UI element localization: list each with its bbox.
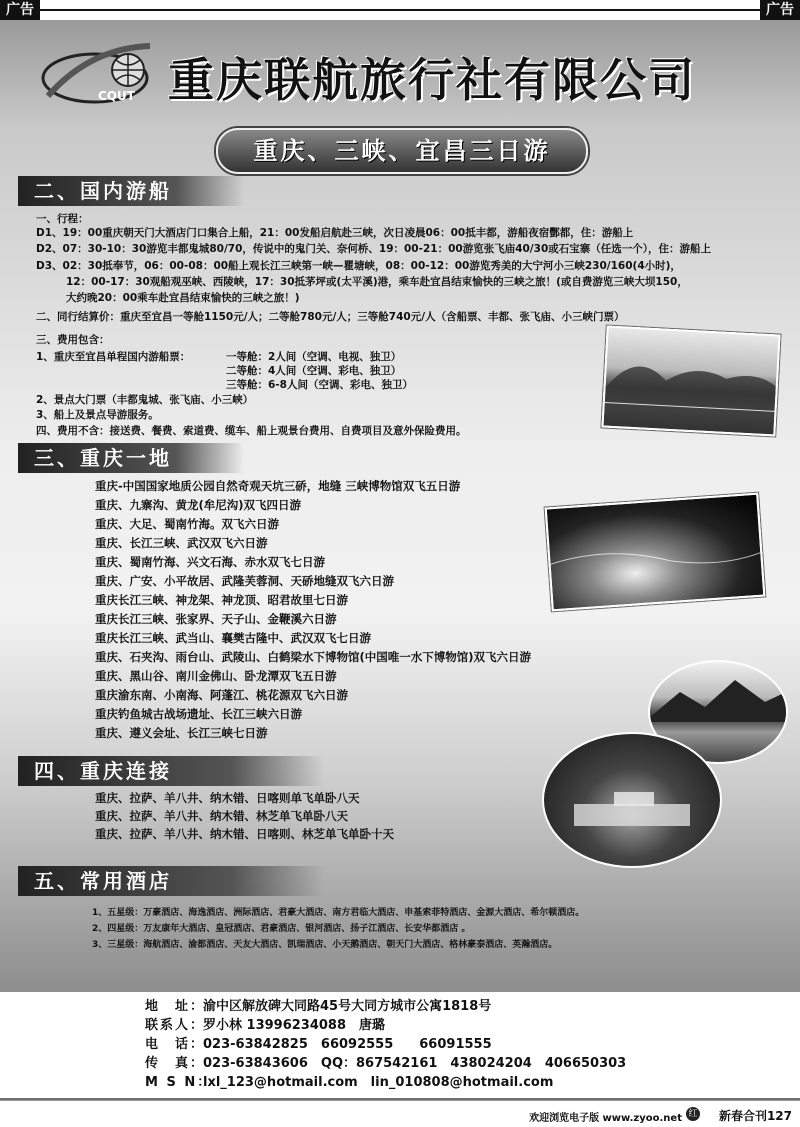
cruise-line: 3、船上及景点导游服务。 <box>36 409 159 421</box>
cruise-line: D1、19：00重庆朝天门大酒店门口集合上船，21：00发船启航赴三峡，次日凌晨06：00抵丰都，游船夜宿酆都，住：游船上 <box>36 227 634 239</box>
company-name: 重庆联航旅行社有限公司 <box>168 53 696 107</box>
top-rule <box>40 9 760 11</box>
city-night-photo <box>545 493 766 612</box>
hotel-item: 2、四星级：万友康年大酒店、皇冠酒店、君豪酒店、银河酒店、扬子江酒店、长安华都酒店 。 <box>92 924 471 934</box>
msn-label: M S N： <box>145 1075 213 1090</box>
river-photo <box>601 326 780 437</box>
link-item: 重庆、拉萨、羊八井、纳木错、林芝单飞单卧八天 <box>95 809 348 823</box>
fax-label: 传 真： <box>145 1056 206 1071</box>
logo-text: CQUT <box>98 89 135 103</box>
link-item: 重庆、拉萨、羊八井、纳木错、日喀则、林芝单飞单卧十天 <box>95 827 394 841</box>
section-chongqing-header: 三、重庆一地 <box>18 443 244 473</box>
tour-item: 重庆、遵义会址、长江三峡七日游 <box>95 726 268 740</box>
hotel-item: 3、三星级：海航酒店、渝都酒店、天友大酒店、凯瑞酒店、小天鹅酒店、朝天门大酒店、格林豪泰酒店、英瀚酒店。 <box>92 940 558 950</box>
section-links-header: 四、重庆连接 <box>18 756 324 786</box>
cruise-line: 一等舱：2人间（空调、电视、独卫） <box>226 351 402 363</box>
cruise-line: 2、景点大门票（丰都鬼城、张飞庙、小三峡） <box>36 394 254 406</box>
cruise-line: 1、重庆至宜昌单程国内游船票： <box>36 351 191 363</box>
cruise-line: 12：00-17：30观船观巫峡、西陵峡，17：30抵茅坪或(太平溪)港，乘车赴宜昌结束愉快的三峡之旅！(或自费游览三峡大坝150， <box>66 276 688 288</box>
section-cruise-header: 二、国内游船 <box>18 176 244 206</box>
link-item: 重庆、拉萨、羊八井、纳木错、日喀则单飞单卧八天 <box>95 791 360 805</box>
phone-value: 023-63842825 66092555 66091555 <box>203 1037 492 1052</box>
phone-label: 电 话： <box>145 1037 206 1052</box>
address-value: 渝中区解放碑大同路45号大同方城市公寓1818号 <box>203 999 492 1014</box>
hotels-list <box>92 906 792 956</box>
tour-banner <box>216 128 588 174</box>
msn-value: lxl_123@hotmail.com lin_010808@hotmail.com <box>203 1075 554 1090</box>
cruise-line: 三等舱：6-8人间（空调、彩电、独卫） <box>226 379 413 391</box>
tour-item: 重庆渝东南、小南海、阿蓬江、桃花源双飞六日游 <box>95 688 348 702</box>
address-label: 地 址： <box>145 999 206 1014</box>
contact-fax <box>145 1055 626 1073</box>
cruise-line: D3、02：30抵奉节，06：00-08：00船上观长江三峡第一峡—瞿塘峡，08：00-12：00游览秀美的大宁河小三峡230/160(4小时)， <box>36 260 681 272</box>
footer-page-number: 新春合刊127 <box>718 1109 792 1123</box>
tour-item: 重庆长江三峡、武当山、襄樊古隆中、武汉双飞七日游 <box>95 631 371 645</box>
contact-person <box>145 1017 385 1035</box>
tour-banner-text: 重庆、三峡、宜昌三日游 <box>253 137 551 165</box>
cruise-line: 二等舱：4人间（空调、彩电、独卫） <box>226 365 402 377</box>
contact-phone <box>145 1036 492 1054</box>
tour-item: 重庆、九寨沟、黄龙(牟尼沟)双飞四日游 <box>95 498 302 512</box>
section-hotels-header: 五、常用酒店 <box>18 866 324 896</box>
cruise-line: D2、07：30-10：30游览丰都鬼城80/70，传说中的鬼门关、奈何桥、19：00-21：00游览张飞庙40/30或石宝寨（任选一个），住：游船上 <box>36 243 711 255</box>
footer-site: 欢迎浏览电子版 www.zyoo.net <box>529 1113 682 1124</box>
tour-item: 重庆、蜀南竹海、兴文石海、赤水双飞七日游 <box>95 555 325 569</box>
tour-item: 重庆、长江三峡、武汉双飞六日游 <box>95 536 268 550</box>
company-logo <box>40 38 150 106</box>
tour-item: 重庆钓鱼城古战场遗址、长江三峡六日游 <box>95 707 302 721</box>
tour-item: 重庆长江三峡、神龙架、神龙顶、昭君故里七日游 <box>95 593 348 607</box>
tour-item: 重庆、广安、小平故居、武隆芙蓉洞、天硚地缝双飞六日游 <box>95 574 394 588</box>
tour-item: 重庆-中国国家地质公园自然奇观天坑三硚，地缝 三峡博物馆双飞五日游 <box>95 479 461 493</box>
tour-item: 重庆、黑山谷、南川金佛山、卧龙潭双飞五日游 <box>95 669 337 683</box>
fax-value: 023-63843606 QQ：867542161 438024204 406650303 <box>203 1056 627 1071</box>
links-list <box>95 790 535 850</box>
hotel-item: 1、五星级：万豪酒店、海逸酒店、洲际酒店、君豪大酒店、南方君临大酒店、申基索菲特酒店、金源大酒店、希尔顿酒店。 <box>92 908 585 918</box>
ad-label-right: 广告 <box>760 0 800 20</box>
cruise-price: 二、同行结算价：重庆至宜昌一等舱1150元/人；二等舱780元/人；三等舱740元/人（含船票、丰都、张飞庙、小三峡门票） <box>36 311 625 323</box>
tour-item: 重庆、大足、蜀南竹海。双飞六日游 <box>95 517 279 531</box>
contact-block <box>0 992 800 1098</box>
cruise-line: 一、行程： <box>36 213 89 225</box>
cruise-line: 三、费用包含： <box>36 334 110 346</box>
tour-item: 重庆长江三峡、张家界、天子山、金鞭溪六日游 <box>95 612 337 626</box>
person-label: 联系人： <box>145 1018 206 1033</box>
cruise-line: 大约晚20：00乘车赴宜昌结束愉快的三峡之旅！) <box>66 292 300 304</box>
tour-item: 重庆、石夹沟、雨台山、武陵山、白鹤梁水下博物馆(中国唯一水下博物馆)双飞六日游 <box>95 650 532 664</box>
potala-night-photo <box>542 732 722 868</box>
cruise-excluded: 四、费用不含：接送费、餐费、索道费、缆车、船上观景台费用、自费项目及意外保险费用。 <box>36 425 467 437</box>
ad-label-left: 广告 <box>0 0 40 20</box>
person-value: 罗小林 13996234088 唐璐 <box>203 1018 386 1033</box>
page-footer <box>0 1100 800 1127</box>
footer-badge-icon: 红 <box>686 1107 700 1121</box>
contact-address <box>145 998 491 1016</box>
contact-msn <box>145 1074 553 1092</box>
